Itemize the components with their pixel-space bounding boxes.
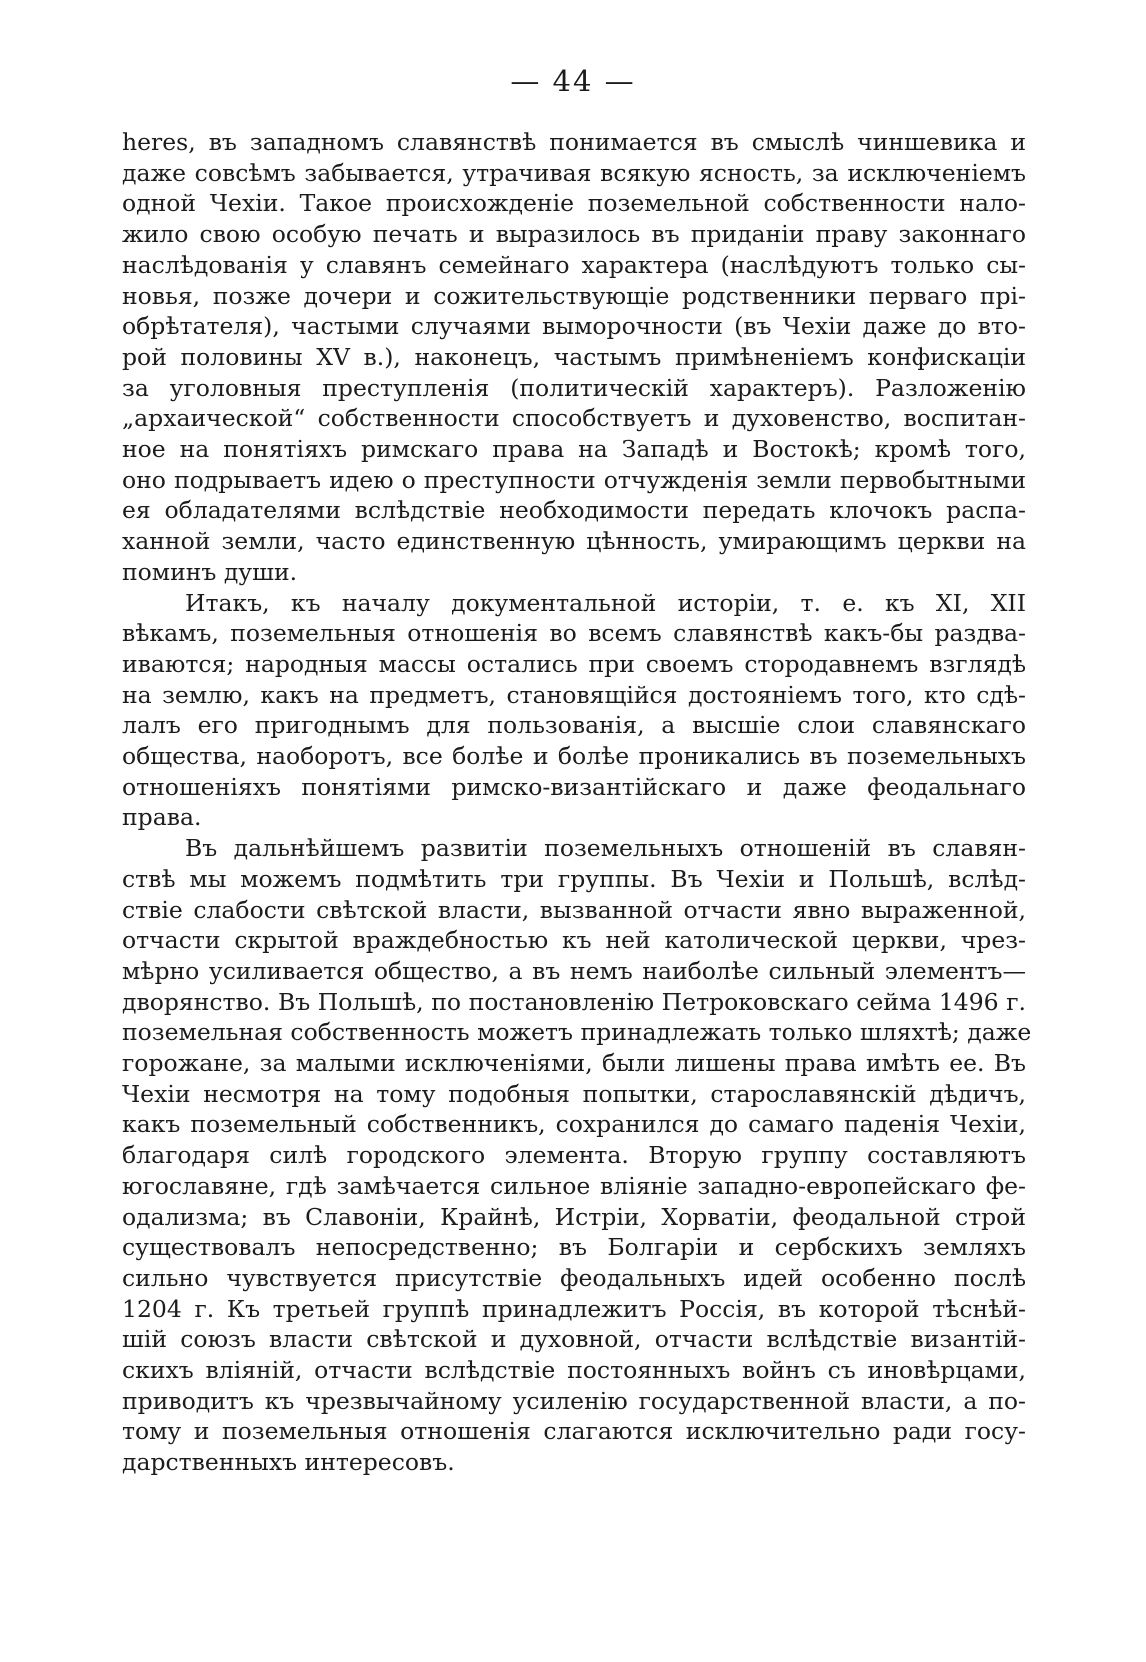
text-line: ханной земли, часто единственную цѣнность, умирающимъ церкви на — [122, 527, 1026, 556]
text-line: одализма; въ Славоніи, Крайнѣ, Истріи, Хорватіи, феодальной строй — [122, 1202, 1026, 1231]
text-line: приводитъ къ чрезвычайному усиленію государственной власти, а по- — [122, 1386, 1026, 1415]
text-line: сильно чувствуется присутствіе феодальныхъ идей особенно послѣ — [122, 1263, 1026, 1292]
text-line: лалъ его пригоднымъ для пользованія, а высшіе слои славянскаго — [122, 711, 1026, 740]
text-line: рой половины XV в.), наконецъ, частымъ примѣненіемъ конфискаціи — [122, 342, 1026, 371]
text-line: ствіе слабости свѣтской власти, вызванной отчасти явно выраженной, — [122, 895, 1026, 924]
text-line: наслѣдованія у славянъ семейнаго характера (наслѣдуютъ только сы- — [122, 250, 1026, 279]
text-line: дарственныхъ интересовъ. — [122, 1448, 455, 1477]
text-line: какъ поземельный собственникъ, сохранился до самаго паденія Чехіи, — [122, 1110, 1026, 1139]
page-number: — 44 — — [510, 64, 636, 98]
text-line: тому и поземельныя отношенія слагаются исключительно ради госу- — [122, 1417, 1026, 1446]
text-line: ное на понятіяхъ римскаго права на Западѣ и Востокѣ; кромѣ того, — [122, 435, 1026, 463]
text-line: жило свою особую печать и выразилось въ приданіи праву законнаго — [122, 220, 1026, 249]
text-line: за уголовныя преступленія (политическій характеръ). Разложенію — [122, 373, 1026, 402]
text-line: вѣкамъ, поземельныя отношенія во всемъ славянствѣ какъ-бы раздва- — [122, 619, 1026, 648]
text-line: скихъ вліяній, отчасти вслѣдствіе постоянныхъ войнъ съ иновѣрцами, — [122, 1356, 1026, 1384]
text-line: ея обладателями вслѣдствіе необходимости передать клочокъ распа- — [122, 496, 1026, 525]
text-line: иваются; народныя массы остались при своемъ стородавнемъ взглядѣ — [122, 649, 1026, 678]
text-line: поземельная собственность можетъ принадлежать только шляхтѣ; даже — [122, 1018, 1032, 1047]
text-line: оно подрываетъ идею о преступности отчужденія земли первобытными — [122, 465, 1026, 494]
text-line: обрѣтателя), частыми случаями выморочности (въ Чехіи даже до вто- — [122, 312, 1026, 341]
text-line: благодаря силѣ городского элемента. Вторую группу составляютъ — [122, 1141, 1026, 1170]
text-line: новья, позже дочери и сожительствующіе родственники перваго прі- — [122, 281, 1026, 310]
text-line: права. — [122, 803, 202, 832]
text-line: одной Чехіи. Такое происхожденіе поземельной собственности нало- — [122, 189, 1026, 218]
text-line: Чехіи несмотря на тому подобныя попытки, старославянскій дѣдичъ, — [122, 1079, 1026, 1108]
text-line: Итакъ, къ началу документальной исторіи, т. е. къ XI, XII — [185, 588, 1026, 617]
text-line: Въ дальнѣйшемъ развитіи поземельныхъ отношеній въ славян- — [185, 834, 1026, 863]
text-line: шій союзъ власти свѣтской и духовной, отчасти вслѣдствіе византій- — [122, 1325, 1026, 1354]
text-line: югославяне, гдѣ замѣчается сильное вліяніе западно-европейскаго фе- — [122, 1171, 1026, 1200]
text-line: поминъ души. — [122, 557, 298, 586]
text-line: ствѣ мы можемъ подмѣтить три группы. Въ Чехіи и Польшѣ, вслѣд- — [122, 864, 1026, 893]
text-line: общества, наоборотъ, все болѣе и болѣе проникались въ поземельныхъ — [122, 742, 1026, 770]
text-line: существовалъ непосредственно; въ Болгаріи и сербскихъ земляхъ — [122, 1233, 1026, 1262]
text-line: heres, въ западномъ славянствѣ понимается въ смыслѣ чиншевика и — [122, 128, 1026, 156]
text-line: „архаической“ собственности способствуетъ и духовенство, воспитан- — [122, 404, 1026, 433]
text-line: даже совсѣмъ забывается, утрачивая всякую ясность, за исключеніемъ — [122, 158, 1026, 187]
text-line: на землю, какъ на предметъ, становящійся достояніемъ того, кто сдѣ- — [122, 680, 1026, 709]
text-line: дворянство. Въ Польшѣ, по постановленію Петроковскаго сейма 1496 г. — [122, 987, 1026, 1016]
text-line: отношеніяхъ понятіями римско-византійскаго и даже феодальнаго — [122, 772, 1026, 801]
text-line: мѣрно усиливается общество, а въ немъ наиболѣе сильный элементъ— — [122, 956, 1026, 985]
text-line: отчасти скрытой враждебностью къ ней католической церкви, чрез- — [122, 926, 1026, 955]
text-line: 1204 г. Къ третьей группѣ принадлежитъ Россія, въ которой тѣснѣй- — [122, 1294, 1026, 1323]
text-line: горожане, за малыми исключеніями, были лишены права имѣть ее. Въ — [122, 1049, 1026, 1077]
